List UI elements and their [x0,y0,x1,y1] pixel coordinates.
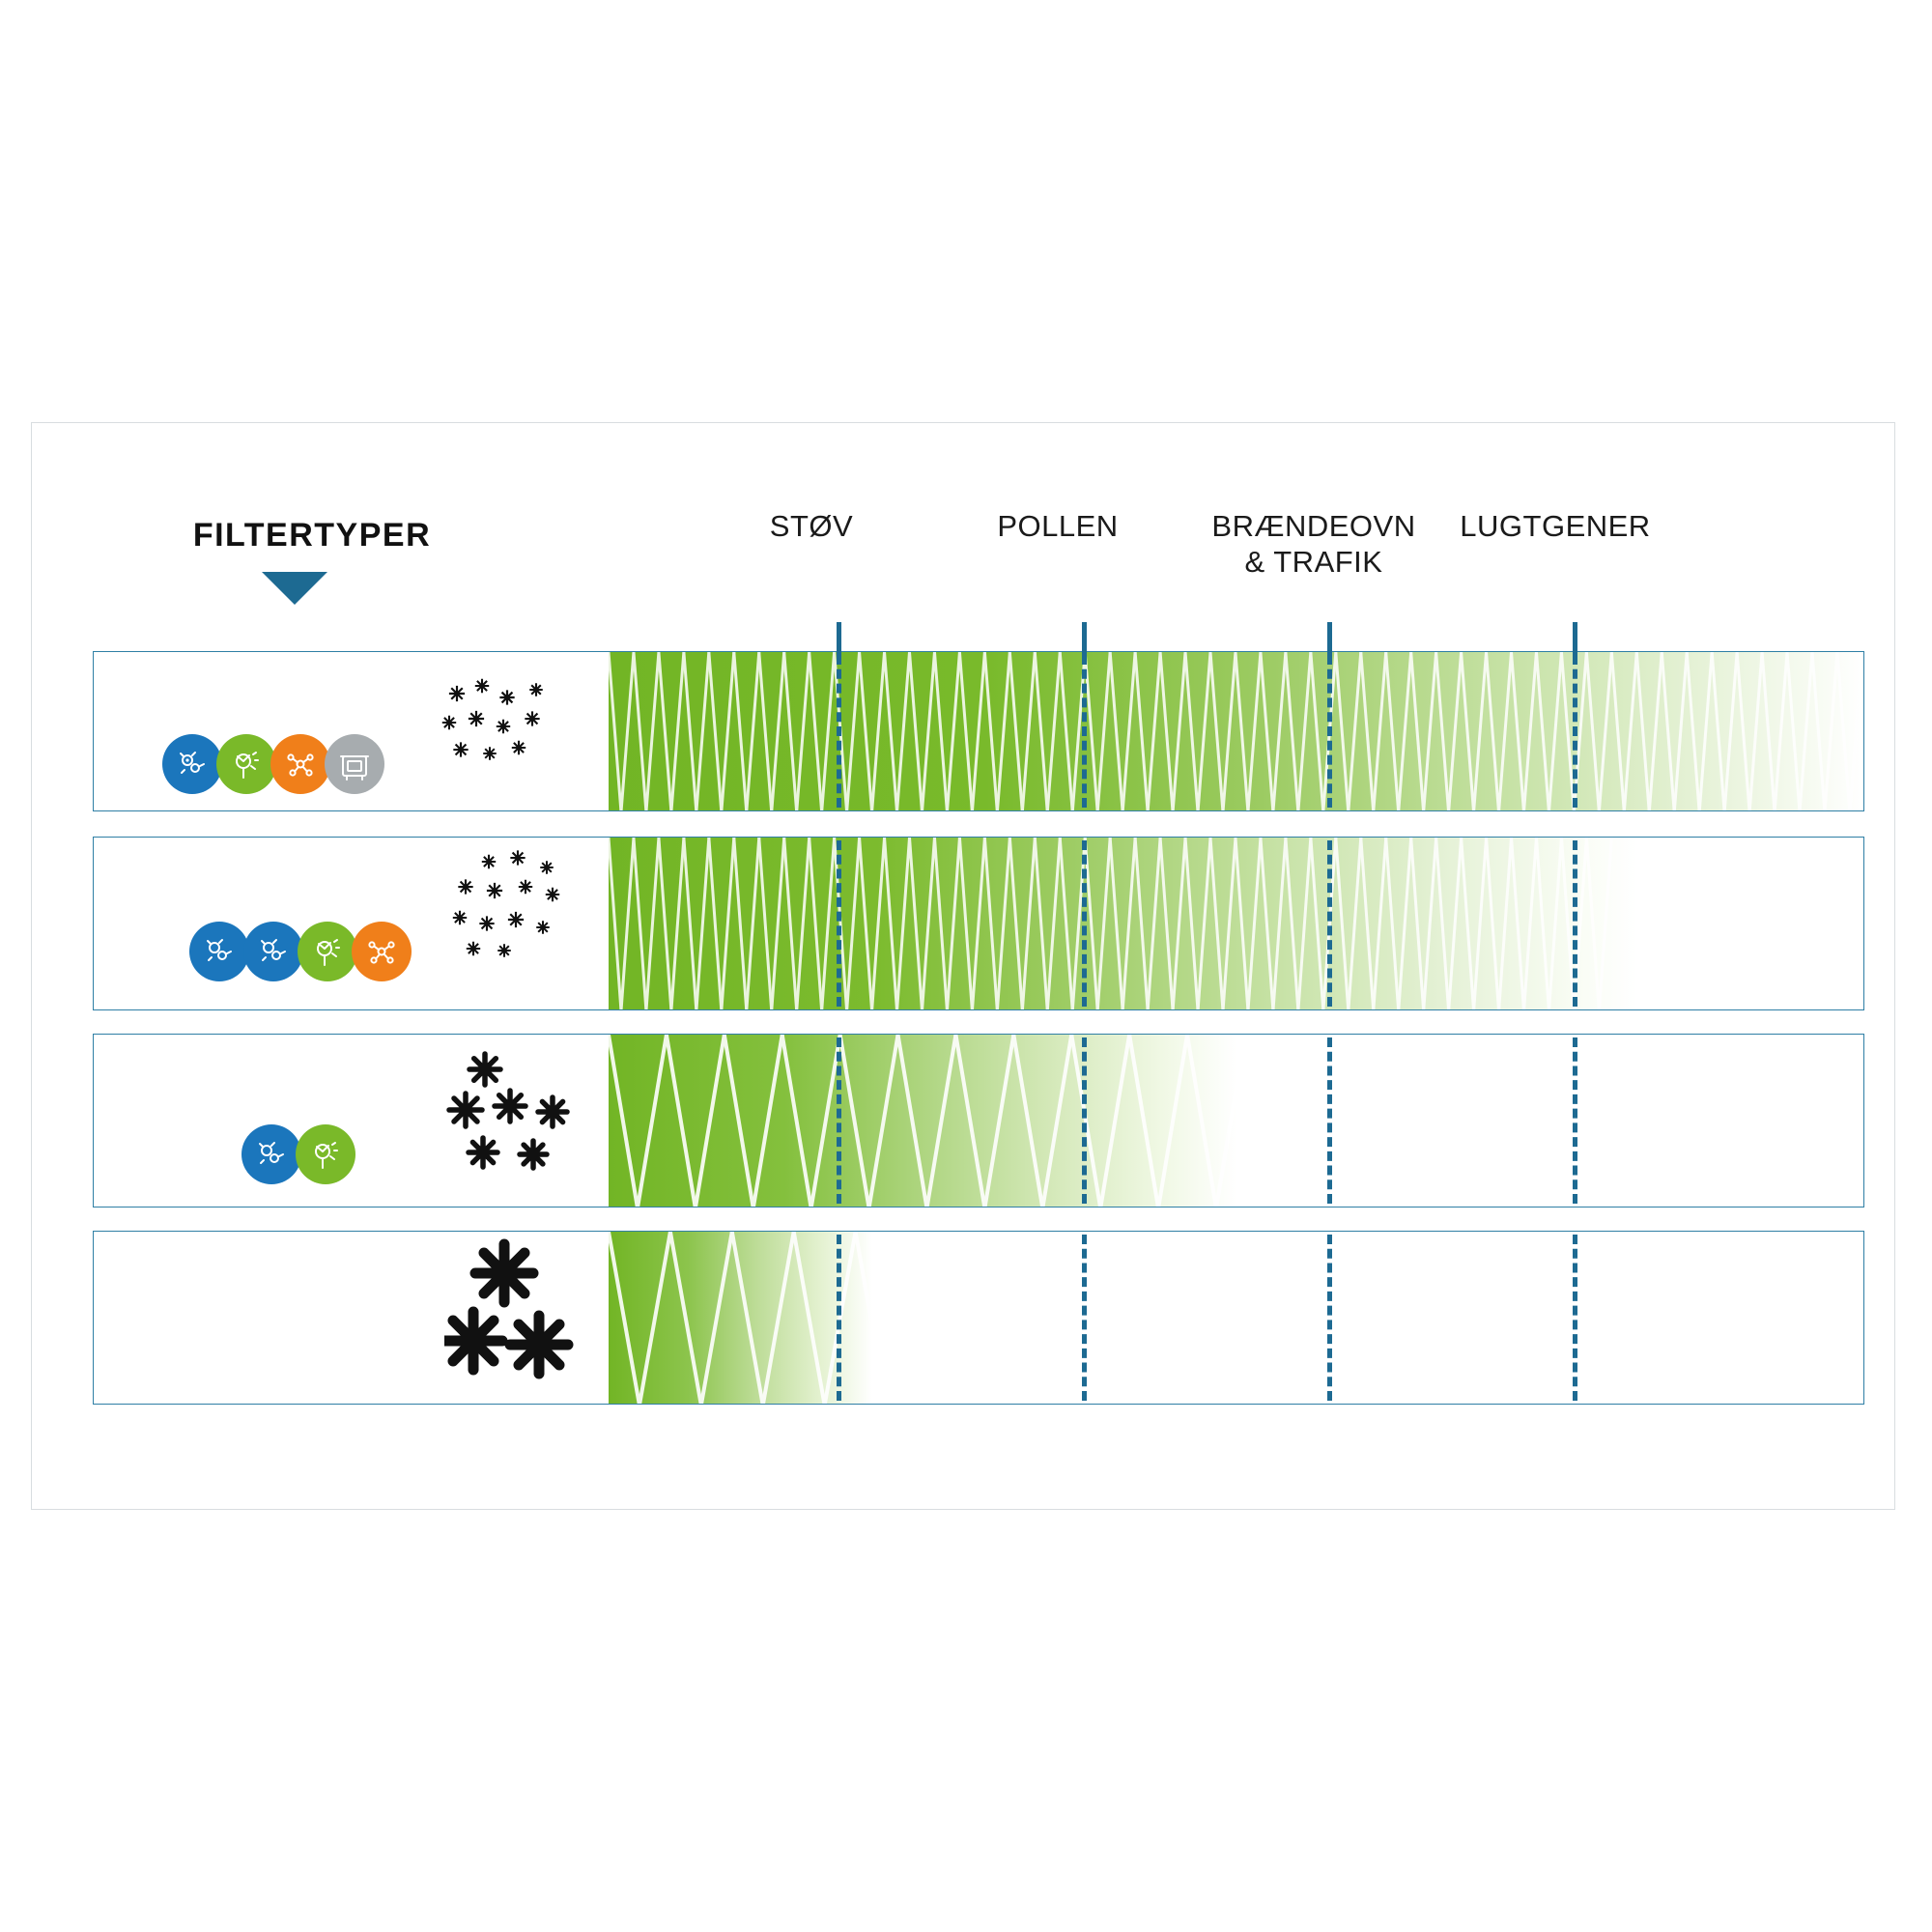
separator-braendeovn-row4 [1327,1235,1332,1401]
axis-tick-pollen [1082,622,1087,657]
traffic-icon [352,922,412,981]
separator-braendeovn-row1 [1327,655,1332,808]
dust-icon [162,734,222,794]
coverage-bar-pollenfilter [609,1035,1863,1207]
coverage-bar-safeair [609,838,1863,1009]
column-header-pollen: POLLEN [997,509,1119,543]
pollen-icon [296,1124,355,1184]
badge-group-safeair [189,922,406,981]
separator-pollen-row3 [1082,1037,1087,1204]
separator-lugtgener-row2 [1573,840,1577,1007]
dust-icon [189,922,249,981]
filter-row-standardfilter[interactable] [93,1231,1864,1405]
separator-lugtgener-row4 [1573,1235,1577,1401]
column-header-line1: BRÆNDEOVN [1211,509,1416,543]
axis-tick-stov [837,622,841,657]
column-header-stov: STØV [769,509,854,543]
triangle-down-icon [262,572,327,605]
coverage-bar-safeair-plus [609,652,1863,810]
pleat-pattern [609,1232,1863,1405]
pleat-pattern [609,1035,1863,1208]
coarse-particles-cluster [444,1236,580,1391]
separator-lugtgener-row1 [1573,655,1577,808]
separator-stov-row3 [837,1037,841,1204]
pollen-icon [298,922,357,981]
separator-braendeovn-row3 [1327,1037,1332,1204]
column-header-line2: & TRAFIK [1244,544,1383,579]
axis-tick-lugtgener [1573,622,1577,657]
separator-pollen-row4 [1082,1235,1087,1401]
pollen-icon [216,734,276,794]
separator-stov-row1 [837,655,841,808]
badge-group-pollenfilter [242,1124,350,1184]
badge-group-safeair-plus [162,734,379,794]
pleat-pattern [609,838,1863,1010]
traffic-icon [270,734,330,794]
dust-icon [242,1124,301,1184]
separator-lugtgener-row3 [1573,1037,1577,1204]
dust-icon [243,922,303,981]
medium-particles-cluster [444,1048,575,1174]
fine-particles-cluster-2 [450,848,576,964]
separator-stov-row2 [837,840,841,1007]
coverage-bar-standardfilter [609,1232,1863,1404]
column-header-braendeovn-trafik [1174,509,1454,580]
separator-braendeovn-row2 [1327,840,1332,1007]
separator-pollen-row2 [1082,840,1087,1007]
axis-tick-braendeovn [1327,622,1332,657]
page-title: FILTERTYPER [192,517,432,554]
separator-stov-row4 [837,1235,841,1401]
separator-pollen-row1 [1082,655,1087,808]
filter-row-pollenfilter[interactable] [93,1034,1864,1208]
stove-icon [325,734,384,794]
column-header-lugtgener: LUGTGENER [1460,509,1651,543]
pleat-pattern [609,652,1863,811]
fine-particles-cluster-1 [440,676,565,782]
